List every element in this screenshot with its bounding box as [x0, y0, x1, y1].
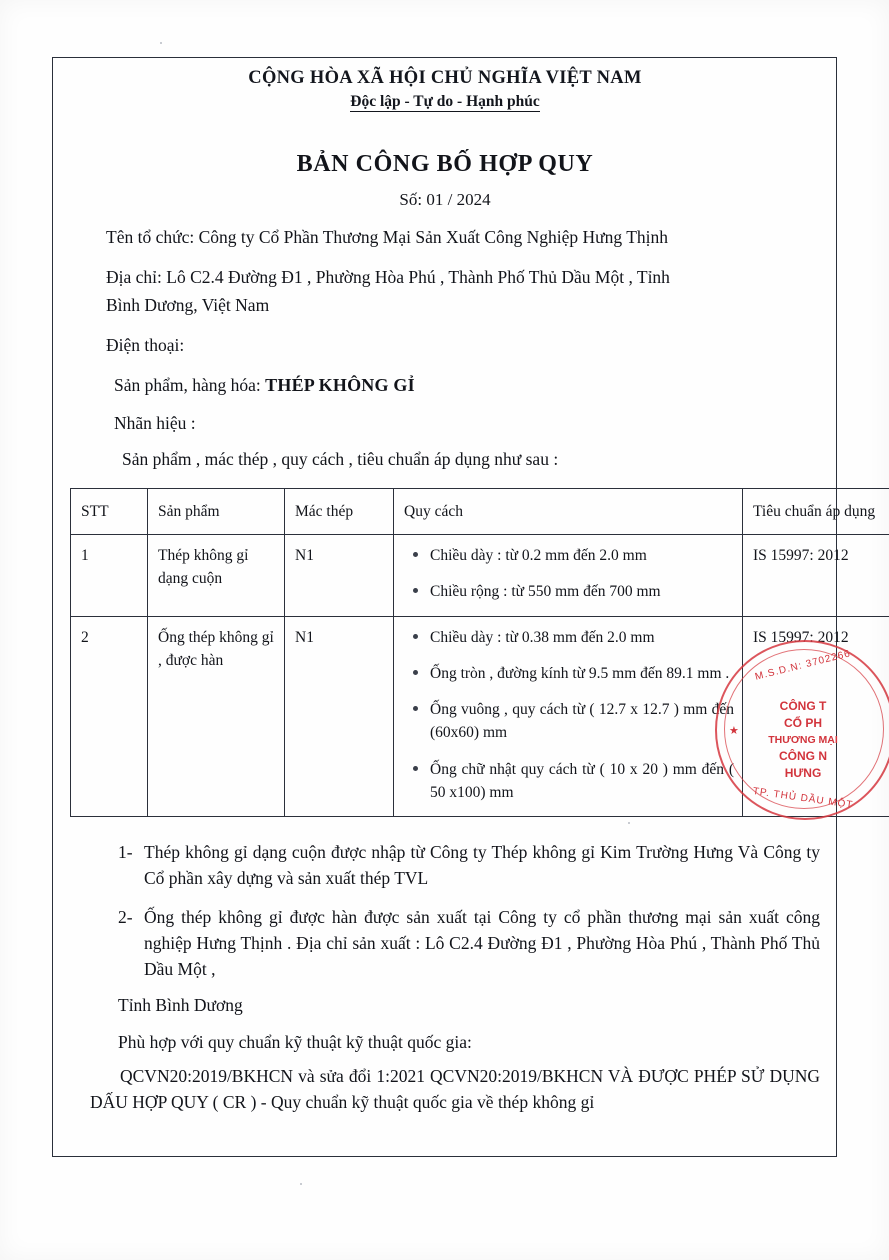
list-item: Ống chữ nhật quy cách từ ( 10 x 20 ) mm đến ( 50 x100) mm [430, 758, 734, 805]
nation-heading: CỘNG HÒA XÃ HỘI CHỦ NGHĨA VIỆT NAM [248, 68, 642, 88]
organization-name: Tên tổ chức: Công ty Cổ Phần Thương Mại Sản Xuất Công Nghiệp Hưng Thịnh [106, 227, 669, 247]
seal-line-5: HƯNG [784, 766, 822, 781]
cell-stt: 1 [71, 535, 148, 617]
brand-label: Nhãn hiệu : [114, 412, 196, 433]
table-row [71, 616, 889, 817]
spec-list [404, 544, 734, 604]
col-stt: STT [71, 488, 148, 534]
organization-phone: Điện thoại: [106, 335, 185, 356]
col-product: Sản phẩm [148, 488, 285, 534]
scan-speck [160, 42, 162, 44]
seal-line-4: CÔNG N [779, 749, 827, 763]
col-spec: Quy cách [394, 488, 743, 534]
page-title: BẢN CÔNG BỐ HỢP QUY [296, 151, 594, 177]
list-item: Chiều dày : từ 0.2 mm đến 2.0 mm [430, 544, 734, 567]
specification-table [70, 488, 889, 817]
conformity-text: QCVN20:2019/BKHCN và sửa đổi 1:2021 QCVN20:2019/BKHCN VÀ ĐƯỢC PHÉP SỬ DỤNG DẤU HỢP QUY ( CR ) - Quy chuẩn kỹ thuật quốc gia về thép không gỉ [90, 1065, 820, 1113]
product-line [70, 375, 820, 396]
nation-motto-text: Độc lập - Tự do - Hạnh phúc [350, 93, 540, 110]
col-standard: Tiêu chuẩn áp dụng [743, 488, 889, 534]
cell-standard: IS 15997: 2012 [743, 616, 889, 817]
document-content [70, 68, 876, 1115]
product-value: THÉP KHÔNG GỈ [265, 374, 415, 395]
note-text: Thép không gỉ dạng cuộn được nhập từ Công ty Thép không gỉ Kim Trường Hưng Và Công ty Cổ phần xây dựng và sản xuất thép TVL [144, 842, 820, 889]
cell-grade: N1 [285, 616, 394, 817]
cell-product: Thép không gỉ dạng cuộn [148, 535, 285, 617]
organization-address-line2: Bình Dương, Việt Nam [106, 294, 270, 315]
seal-line-3: THƯƠNG MẠI [768, 733, 838, 746]
note-text: Ống thép không gỉ được hàn được sản xuất tại Công ty cổ phần thương mại sản xuất công nghiệp Hưng Thịnh . Địa chỉ sản xuất : Lô C2.4 Đường Đ1 , Phường Hòa Phú , Thành Phố Thủ Dầu Một , [144, 906, 820, 980]
province-line: Tỉnh Bình Dương [118, 995, 243, 1016]
organization-address-line1: Địa chỉ: Lô C2.4 Đường Đ1 , Phường Hòa Phú , Thành Phố Thủ Dầu Một , Tỉnh [106, 267, 670, 288]
seal-line-1: CÔNG T [779, 699, 827, 713]
star-icon: ★ [729, 725, 739, 737]
seal-arc-top: M.S.D.N: 3702266 [753, 648, 852, 683]
note-item [70, 839, 820, 892]
product-label: Sản phẩm, hàng hóa: [114, 374, 266, 395]
cell-grade: N1 [285, 535, 394, 617]
cell-spec [394, 535, 743, 617]
scan-speck [628, 822, 630, 824]
cell-product: Ống thép không gỉ , được hàn [148, 616, 285, 817]
cell-stt: 2 [71, 616, 148, 817]
cell-spec [394, 616, 743, 817]
list-item: Chiều rộng : từ 550 mm đến 700 mm [430, 580, 734, 603]
document-number: Số: 01 / 2024 [399, 190, 491, 209]
nation-motto [70, 93, 820, 111]
seal-line-2: CỔ PH [783, 716, 822, 731]
conformity-label: Phù hợp với quy chuẩn kỹ thuật kỹ thuật quốc gia: [118, 1031, 472, 1052]
cell-standard: IS 15997: 2012 [743, 535, 889, 617]
note-item [70, 904, 820, 983]
spec-list [404, 626, 734, 805]
notes-section [70, 839, 820, 982]
list-item: Chiều dày : từ 0.38 mm đến 2.0 mm [430, 626, 734, 649]
seal-arc-bottom: TP. THỦ DẦU MỘT [752, 786, 854, 811]
col-grade: Mác thép [285, 488, 394, 534]
list-item: Ống tròn , đường kính từ 9.5 mm đến 89.1 mm . [430, 662, 734, 685]
spec-intro: Sản phẩm , mác thép , quy cách , tiêu chuẩn áp dụng như sau : [122, 448, 559, 469]
scan-speck [300, 1183, 302, 1185]
note-number: 1- [118, 842, 133, 863]
list-item: Ống vuông , quy cách từ ( 12.7 x 12.7 ) mm đến (60x60) mm [430, 698, 734, 745]
table-row [71, 535, 889, 617]
note-number: 2- [118, 906, 133, 927]
table-header-row [71, 488, 889, 534]
